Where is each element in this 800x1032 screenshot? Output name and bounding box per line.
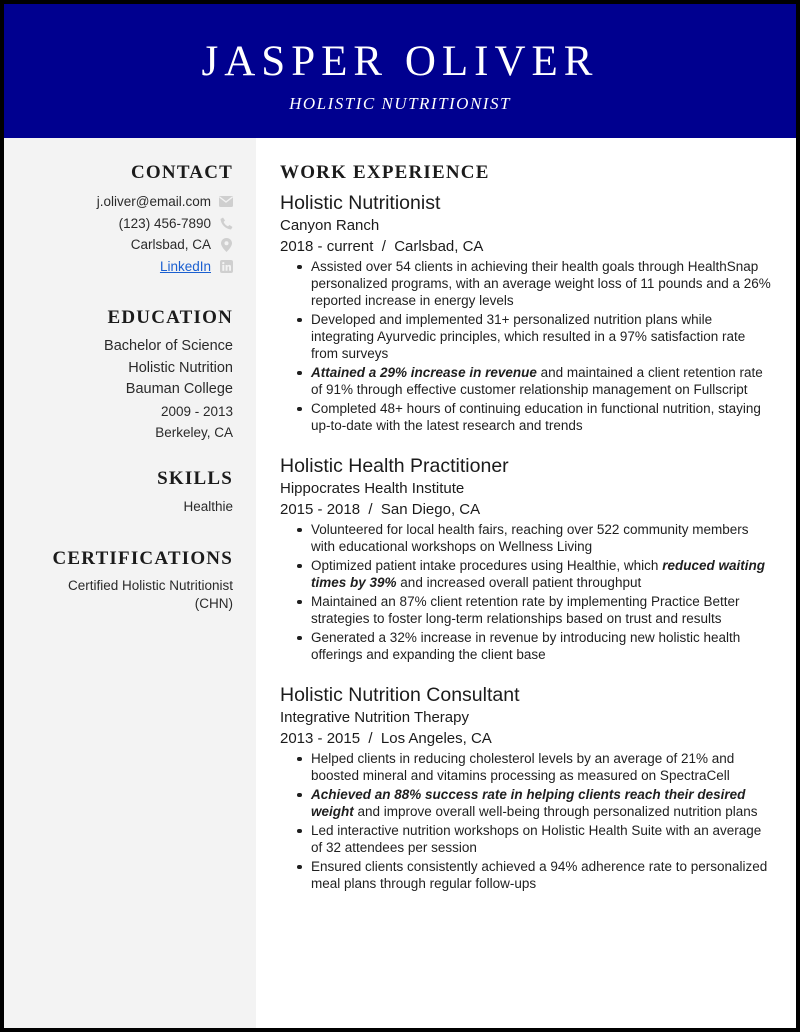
certification-line-2: (CHN) [194, 595, 233, 611]
job-dates: 2013 - 2015 / Los Angeles, CA [280, 730, 492, 747]
skills-heading: SKILLS [157, 467, 233, 489]
bullet-item: Generated a 32% increase in revenue by introducing new holistic health offerings and expanding the client base [294, 629, 772, 663]
bullet-item: Maintained an 87% client retention rate by implementing Practice Better strategies to foster long-term relationships based on trust and results [294, 593, 772, 627]
education-field: Holistic Nutrition [128, 359, 233, 376]
certifications-heading: CERTIFICATIONS [52, 547, 233, 569]
bullet-item: Helped clients in reducing cholesterol levels by an average of 21% and boosted mineral and vitamins processing as measured on SpectraCell [294, 750, 772, 784]
job-title: Holistic Nutrition Consultant [280, 684, 520, 706]
work-experience-heading: WORK EXPERIENCE [280, 162, 490, 183]
envelope-icon [219, 195, 233, 209]
sidebar [4, 138, 256, 1028]
job-company: Integrative Nutrition Therapy [280, 709, 469, 726]
education-block [4, 336, 233, 444]
job-entry [280, 191, 772, 434]
linkedin-link[interactable]: LinkedIn [159, 258, 211, 274]
contact-linkedin [4, 256, 233, 278]
candidate-role: HOLISTIC NUTRITIONIST [289, 94, 511, 113]
job-entry [280, 454, 772, 663]
bullet-item: Attained a 29% increase in revenue and maintained a client retention rate of 91% through effective customer relationship management on Fullscript [294, 364, 772, 398]
bullet-item: Ensured clients consistently achieved a 94% adherence rate to personalized meal plans through regular follow-ups [294, 858, 772, 892]
contact-email [4, 191, 233, 213]
phone-text: (123) 456-7890 [118, 215, 211, 231]
education-school: Bauman College [125, 381, 233, 397]
job-dates: 2015 - 2018 / San Diego, CA [280, 501, 481, 518]
resume-header [4, 4, 796, 138]
job-bullets [294, 521, 772, 663]
bullet-item: Led interactive nutrition workshops on Holistic Health Suite with an average of 32 attendees per session [294, 822, 772, 856]
resume-page [4, 4, 796, 1028]
bullet-item: Completed 48+ hours of continuing education in functional nutrition, staying up-to-date with the latest research and trends [294, 400, 772, 434]
bullet-item: Assisted over 54 clients in achieving their health goals through HealthSnap personalized programs, with an average weight loss of 11 pounds and a 26% reported increase in energy levels [294, 258, 772, 309]
skills-list [4, 496, 233, 517]
job-dates: 2018 - current / Carlsbad, CA [280, 238, 484, 255]
location-text: Carlsbad, CA [130, 237, 211, 252]
main-content [280, 138, 772, 894]
job-company: Hippocrates Health Institute [280, 480, 465, 497]
education-location: Berkeley, CA [155, 425, 233, 440]
certifications-list [4, 577, 233, 613]
education-degree: Bachelor of Science [104, 338, 233, 354]
job-title: Holistic Nutritionist [280, 192, 441, 214]
contact-heading: CONTACT [131, 162, 233, 183]
map-pin-icon [219, 238, 233, 252]
bullet-item: Volunteered for local health fairs, reaching over 522 community members with educational workshops on Wellness Living [294, 521, 772, 555]
job-entry [280, 683, 772, 892]
contact-phone [4, 213, 233, 235]
job-bullets [294, 750, 772, 892]
skill-item: Healthie [183, 498, 233, 514]
contact-location [4, 234, 233, 256]
job-title: Holistic Health Practitioner [280, 455, 509, 477]
education-heading: EDUCATION [107, 307, 233, 328]
candidate-name: JASPER OLIVER [201, 38, 599, 85]
contact-list [4, 191, 233, 277]
bullet-item: Achieved an 88% success rate in helping clients reach their desired weight and improve overall well-being through personalized nutrition plans [294, 786, 772, 820]
phone-icon [219, 216, 233, 230]
job-company: Canyon Ranch [280, 217, 380, 234]
job-bullets [294, 258, 772, 434]
bullet-item: Optimized patient intake procedures using Healthie, which reduced waiting times by 39% and increased overall patient throughput [294, 557, 772, 591]
certification-line-1: Certified Holistic Nutritionist [67, 577, 233, 593]
bullet-item: Developed and implemented 31+ personalized nutrition plans while integrating Ayurvedic principles, which resulted in a 97% satisfaction rate from surveys [294, 311, 772, 362]
education-years: 2009 - 2013 [160, 403, 233, 419]
linkedin-icon [219, 259, 233, 273]
email-text[interactable]: j.oliver@email.com [96, 194, 211, 209]
